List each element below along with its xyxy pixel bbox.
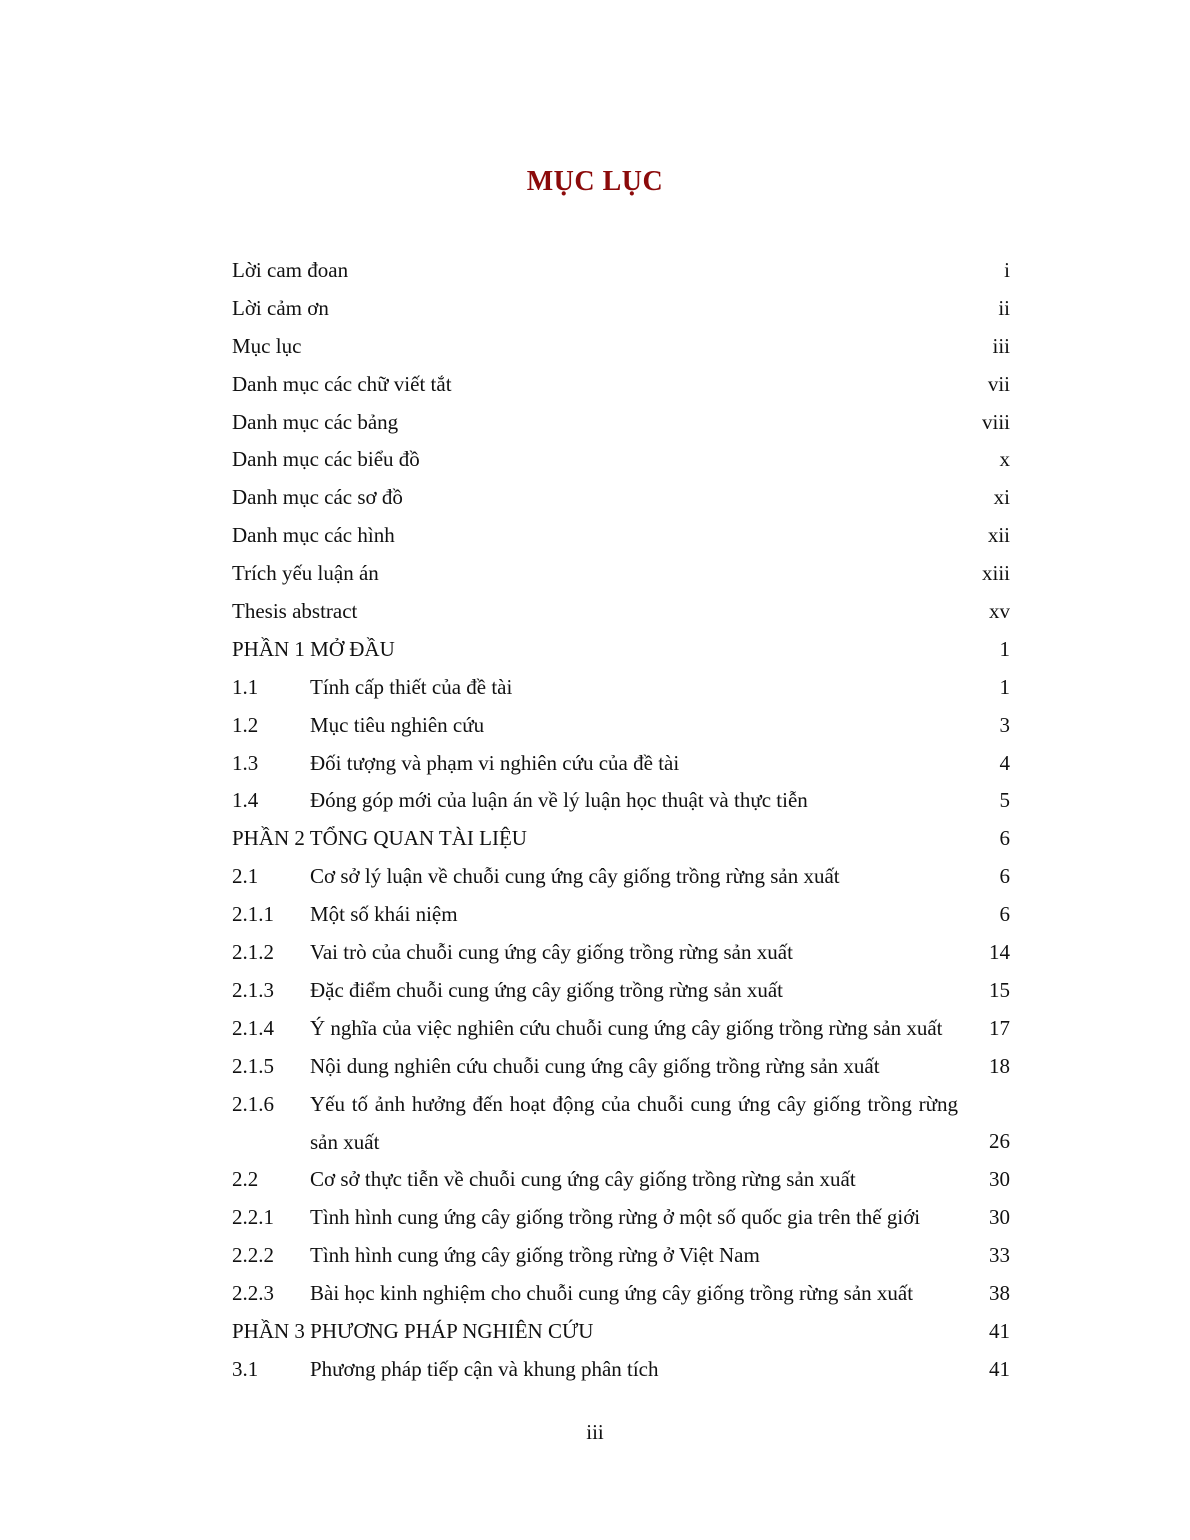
toc-entry[interactable] (232, 1048, 1010, 1086)
toc-entry-text: Cơ sở thực tiễn về chuỗi cung ứng cây giống trồng rừng sản xuất (310, 1167, 856, 1192)
toc-entry-page: 6 (999, 902, 1010, 927)
toc-entry-text: Vai trò của chuỗi cung ứng cây giống trồng rừng sản xuất (310, 940, 793, 965)
toc-entry[interactable] (232, 252, 1010, 290)
toc-entry-page: 4 (999, 750, 1010, 775)
toc-entry-page: 41 (989, 1318, 1010, 1343)
toc-entry-text: Một số khái niệm (310, 902, 458, 927)
toc-entry-text: Phương pháp tiếp cận và khung phân tích (310, 1356, 659, 1381)
toc-entry[interactable] (232, 707, 1010, 745)
toc-entry-page: 1 (999, 636, 1010, 661)
toc-entry-text: Trích yếu luận án (232, 561, 379, 586)
toc-entry-number: 2.1.4 (232, 1015, 274, 1040)
toc-entry-text: Lời cam đoan (232, 258, 349, 282)
toc-entry[interactable] (232, 896, 1010, 934)
toc-entry[interactable] (232, 1010, 1010, 1048)
toc-entry-page: 17 (989, 1015, 1010, 1040)
toc-entry-page: i (1004, 257, 1010, 282)
page-title: MỤC LỤC (526, 166, 664, 197)
toc-entry[interactable] (232, 441, 1010, 479)
toc-entry[interactable] (232, 782, 1010, 820)
toc-entry-text: Mục lục (232, 333, 302, 358)
toc-entry-page: 1 (999, 674, 1010, 699)
toc-entry[interactable] (232, 1237, 1010, 1275)
toc-part-heading[interactable] (232, 631, 1010, 669)
toc-entry-text: Danh mục các hình (232, 523, 395, 548)
toc-entry-text: Danh mục các biểu đồ (232, 447, 420, 472)
toc-entry-number: 2.1.3 (232, 977, 274, 1002)
toc-entry-text: Lời cảm ơn (232, 295, 329, 320)
toc-entry-text: Danh mục các chữ viết tắt (232, 371, 452, 396)
toc-entry-page: xii (987, 523, 1010, 548)
toc-entry-page: vii (987, 371, 1010, 396)
toc-entry[interactable] (232, 517, 1010, 555)
toc-entry-page: ii (998, 295, 1010, 320)
toc-entry[interactable] (232, 858, 1010, 896)
toc-entry-page: 5 (999, 788, 1010, 813)
toc-entry-text: Nội dung nghiên cứu chuỗi cung ứng cây giống trồng rừng sản xuất (310, 1053, 880, 1078)
toc-part-heading[interactable] (232, 1313, 1010, 1351)
toc-entry-number: 1.2 (232, 712, 259, 737)
toc-entry[interactable] (232, 972, 1010, 1010)
toc-entry-number: 2.1.6 (232, 1091, 274, 1116)
toc-entry-text: Mục tiêu nghiên cứu (310, 712, 485, 737)
toc-entry-text: Cơ sở lý luận về chuỗi cung ứng cây giống trồng rừng sản xuất (310, 864, 840, 889)
toc-entry[interactable] (232, 1161, 1010, 1199)
toc-entry-page: x (999, 447, 1010, 472)
toc-entry-page: 6 (999, 826, 1010, 851)
toc-entry[interactable] (232, 366, 1010, 404)
toc-entry-text: Đóng góp mới của luận án về lý luận học thuật và thực tiễn (310, 788, 808, 813)
toc-entry-text: Đặc điểm chuỗi cung ứng cây giống trồng rừng sản xuất (310, 977, 783, 1002)
toc-entry-number: 2.1.5 (232, 1053, 274, 1078)
toc-entry-number: 2.1.2 (232, 940, 274, 965)
toc-entry[interactable] (232, 669, 1010, 707)
toc-entry[interactable] (232, 1351, 1010, 1389)
toc-entry[interactable] (232, 1086, 1010, 1162)
toc-entry-text: Tính cấp thiết của đề tài (310, 674, 513, 699)
toc-entry[interactable] (232, 290, 1010, 328)
toc-entry-text: Ý nghĩa của việc nghiên cứu chuỗi cung ứng cây giống trồng rừng sản xuất (310, 1015, 943, 1040)
toc-entry-number: 1.3 (232, 750, 259, 775)
toc-entry-number: 2.2 (232, 1167, 259, 1192)
toc-entry-text: PHẦN 3 PHƯƠNG PHÁP NGHIÊN CỨU (232, 1318, 594, 1343)
toc-entry-number: 2.1.1 (232, 902, 274, 927)
page-number-footer: iii (586, 1420, 604, 1444)
toc-entry-number: 2.1 (232, 864, 259, 889)
toc-entry-page: xv (989, 599, 1010, 623)
toc-entry[interactable] (232, 555, 1010, 593)
toc-entry-page: xi (993, 485, 1010, 510)
toc-entry-page: 14 (989, 940, 1010, 965)
toc-entry[interactable] (232, 328, 1010, 366)
toc-entry-number: 1.1 (232, 674, 259, 699)
toc-part-heading[interactable] (232, 820, 1010, 858)
toc-entry-page: 30 (989, 1167, 1010, 1192)
toc-entry-text: Bài học kinh nghiệm cho chuỗi cung ứng cây giống trồng rừng sản xuất (310, 1281, 914, 1306)
toc-entry-page: 30 (989, 1205, 1010, 1230)
toc-entry-text: PHẦN 1 MỞ ĐẦU (232, 636, 395, 661)
toc-entry-number: 1.4 (232, 788, 259, 813)
toc-entry-page: 3 (999, 712, 1010, 737)
toc-entry-number: 2.2.3 (232, 1281, 274, 1306)
table-of-contents (232, 252, 1010, 1389)
toc-entry-text: Tình hình cung ứng cây giống trồng rừng ở một số quốc gia trên thế giới (310, 1205, 921, 1230)
toc-entry[interactable] (232, 404, 1010, 442)
toc-entry-text: PHẦN 2 TỔNG QUAN TÀI LIỆU (232, 826, 527, 851)
toc-entry-text: Thesis abstract (232, 599, 358, 624)
toc-entry-number: 3.1 (232, 1356, 259, 1381)
toc-entry-text: Danh mục các bảng (232, 409, 399, 434)
toc-entry-number: 2.2.1 (232, 1205, 274, 1230)
toc-entry[interactable] (232, 934, 1010, 972)
toc-entry-page: 18 (989, 1053, 1010, 1078)
toc-entry-page: iii (992, 333, 1010, 358)
toc-entry[interactable] (232, 1275, 1010, 1313)
toc-entry-text: Yếu tố ảnh hưởng đến hoạt động của chuỗi cung ứng cây giống trồng rừng sản xuất (310, 1091, 958, 1154)
toc-entry-text: Tình hình cung ứng cây giống trồng rừng ở Việt Nam (310, 1243, 760, 1268)
toc-entry-text: Đối tượng và phạm vi nghiên cứu của đề tài (310, 750, 680, 775)
toc-entry[interactable] (232, 593, 1010, 631)
toc-entry-page: 26 (989, 1129, 1010, 1154)
toc-entry-text: Danh mục các sơ đồ (232, 485, 403, 510)
toc-entry-number: 2.2.2 (232, 1243, 274, 1268)
toc-entry-page: viii (981, 409, 1010, 434)
toc-entry[interactable] (232, 1199, 1010, 1237)
toc-entry[interactable] (232, 745, 1010, 783)
toc-entry-page: 15 (989, 977, 1010, 1002)
toc-entry-page: 41 (989, 1356, 1010, 1381)
toc-entry-page: 33 (989, 1243, 1010, 1268)
toc-entry-page: 38 (989, 1281, 1010, 1306)
toc-entry-page: 6 (999, 864, 1010, 889)
toc-entry[interactable] (232, 479, 1010, 517)
toc-entry-page: xiii (981, 561, 1010, 586)
